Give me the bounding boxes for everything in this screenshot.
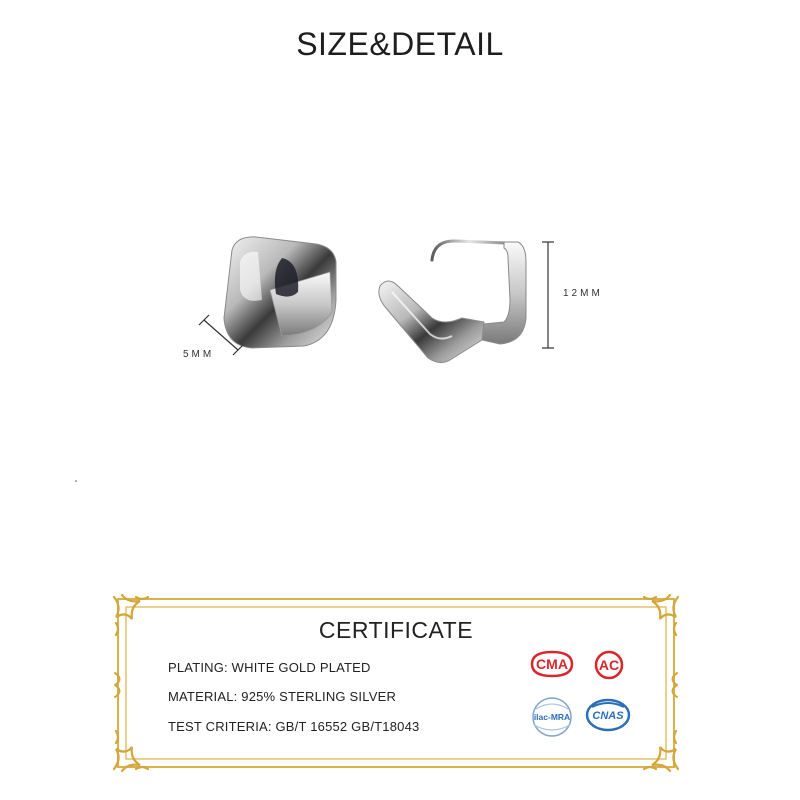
ilac-logo-text: ilac-MRA xyxy=(533,712,571,722)
ilac-mra-logo xyxy=(528,695,576,739)
test-criteria-line: TEST CRITERIA: GB/T 16552 GB/T18043 xyxy=(168,719,420,734)
ac-logo-text: AC xyxy=(598,657,620,673)
height-dimension-line xyxy=(542,242,554,348)
certificate-panel xyxy=(112,593,680,773)
certificate-title: CERTIFICATE xyxy=(318,617,474,643)
height-dimension-label: 12MM xyxy=(563,288,603,299)
material-line: MATERIAL: 925% STERLING SILVER xyxy=(168,689,397,704)
cma-logo xyxy=(528,649,576,679)
plating-line: PLATING: WHITE GOLD PLATED xyxy=(168,660,371,675)
width-dimension-label: 5MM xyxy=(183,349,215,360)
earring-side-view xyxy=(379,241,526,363)
cnas-logo-text: CNAS xyxy=(592,710,624,722)
page-title: SIZE&DETAIL xyxy=(296,26,504,62)
ac-logo xyxy=(588,649,630,681)
earring-front-view xyxy=(224,237,336,348)
cma-logo-text: CMA xyxy=(536,656,568,672)
cnas-logo xyxy=(584,697,632,733)
